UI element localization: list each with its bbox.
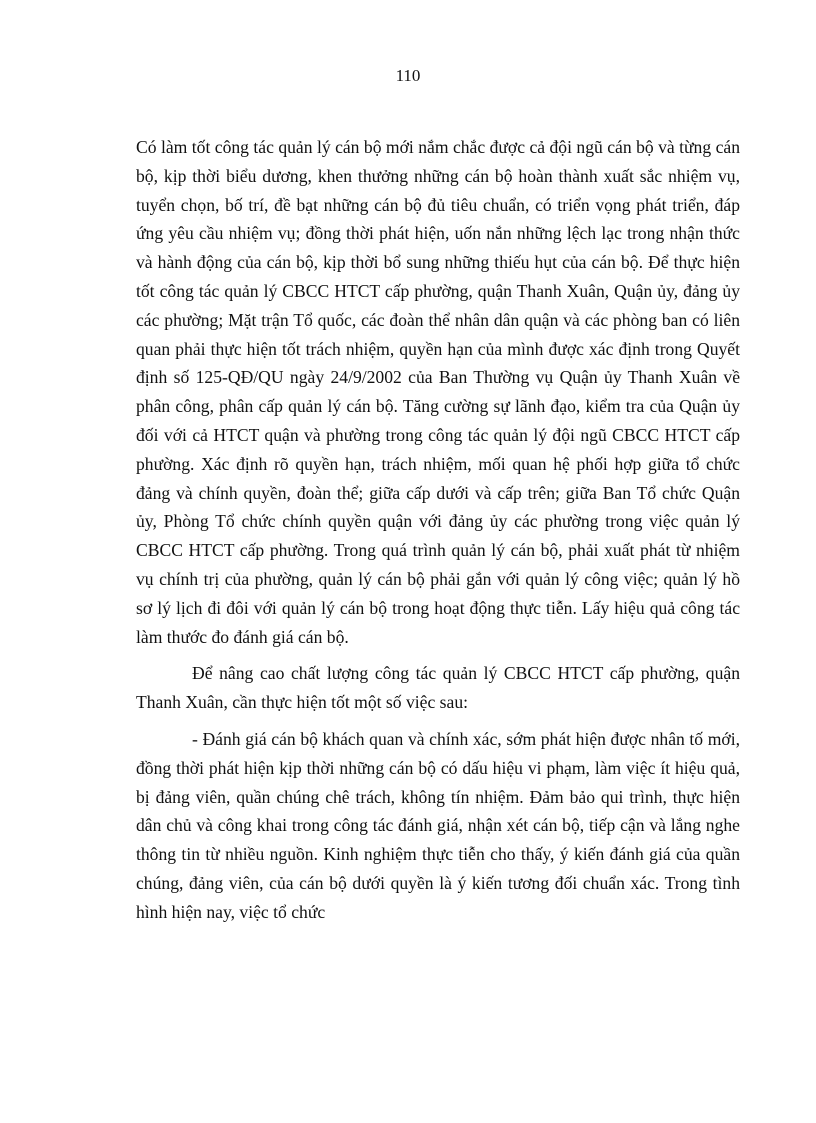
page-number: 110 xyxy=(395,66,421,85)
body-text xyxy=(136,133,740,927)
paragraph-cadre-management: Có làm tốt công tác quản lý cán bộ mới nắm chắc được cả đội ngũ cán bộ và từng cán bộ, kịp thời biểu dương, khen thưởng những cán bộ hoàn thành xuất sắc nhiệm vụ, tuyển chọn, bố trí, đề bạt những cán bộ đủ tiêu chuẩn, có triển vọng phát triển, đáp ứng yêu cầu nhiệm vụ; đồng thời phát hiện, uốn nắn những lệch lạc trong nhận thức và hành động của cán bộ, kịp thời bổ sung những thiếu hụt của cán bộ. Để thực hiện tốt công tác quản lý CBCC HTCT cấp phường, quận Thanh Xuân, Quận ủy, đảng ủy các phường; Mặt trận Tổ quốc, các đoàn thể nhân dân quận và các phòng ban có liên quan phải thực hiện tốt trách nhiệm, quyền hạn của mình được xác định trong Quyết định số 125-QĐ/QU ngày 24/9/2002 của Ban Thường vụ Quận ủy Thanh Xuân về phân công, phân cấp quản lý cán bộ. Tăng cường sự lãnh đạo, kiểm tra của Quận ủy đối với cả HTCT quận và phường trong công tác quản lý đội ngũ CBCC HTCT cấp phường. Xác định rõ quyền hạn, trách nhiệm, mối quan hệ phối hợp giữa tổ chức đảng và chính quyền, đoàn thể; giữa cấp dưới và cấp trên; giữa Ban Tổ chức Quận ủy, Phòng Tổ chức chính quyền quận với đảng ủy các phường trong việc quản lý CBCC HTCT cấp phường. Trong quá trình quản lý cán bộ, phải xuất phát từ nhiệm vụ chính trị của phường, quản lý cán bộ phải gắn với quản lý công việc; quản lý hồ sơ lý lịch đi đôi với quản lý cán bộ trong hoạt động thực tiễn. Lấy hiệu quả công tác làm thước đo đánh giá cán bộ. xyxy=(136,137,740,647)
paragraph-improve-quality: Để nâng cao chất lượng công tác quản lý CBCC HTCT cấp phường, quận Thanh Xuân, cần thực hiện tốt một số việc sau: xyxy=(136,663,740,713)
paragraph-evaluation: - Đánh giá cán bộ khách quan và chính xác, sớm phát hiện được nhân tố mới, đồng thời phát hiện kịp thời những cán bộ có dấu hiệu vi phạm, làm việc ít hiệu quả, bị đảng viên, quần chúng chê trách, không tín nhiệm. Đảm bảo qui trình, thực hiện dân chủ và công khai trong công tác đánh giá, nhận xét cán bộ, tiếp cận và lắng nghe thông tin từ nhiều nguồn. Kinh nghiệm thực tiễn cho thấy, ý kiến đánh giá của quần chúng, đảng viên, của cán bộ dưới quyền là ý kiến tương đối chuẩn xác. Trong tình hình hiện nay, việc tổ chức xyxy=(136,728,740,922)
